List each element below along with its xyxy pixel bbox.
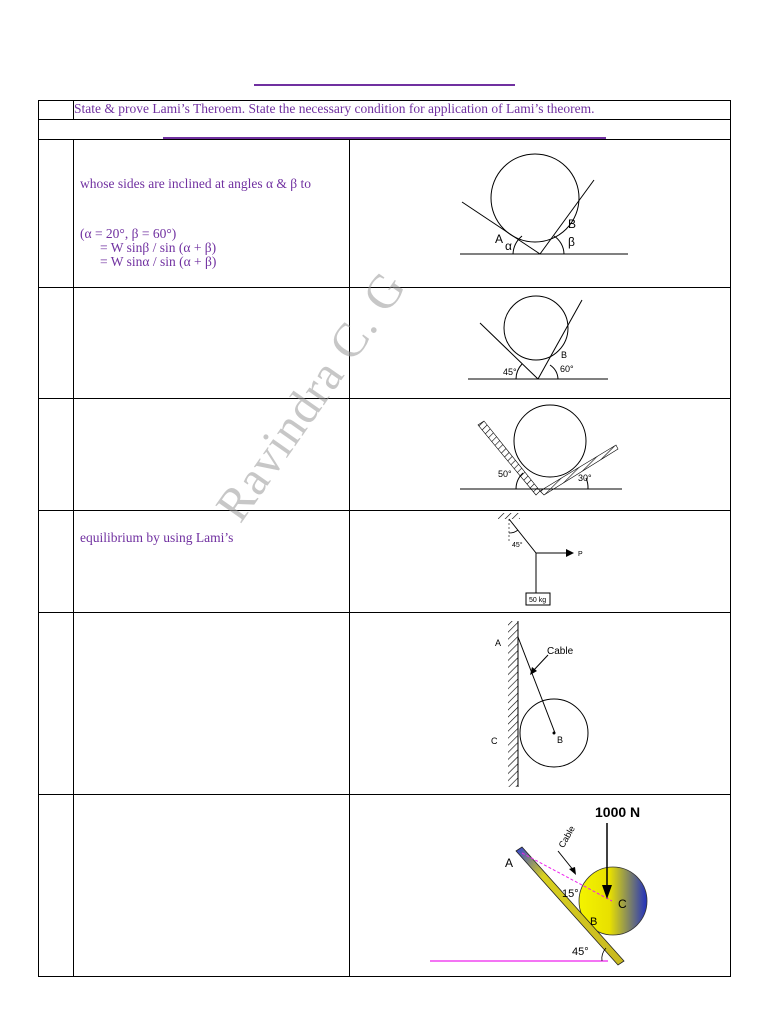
right-plane xyxy=(540,180,594,254)
sphere-on-wall-figure xyxy=(350,613,728,789)
angle-left-label: 45° xyxy=(503,367,517,377)
load-label: 1000 N xyxy=(595,804,641,820)
angle-arc xyxy=(509,530,518,533)
figure-cell xyxy=(350,511,731,613)
left-hatched-plane xyxy=(478,421,540,495)
cable-label: Cable xyxy=(547,646,574,657)
problem-row xyxy=(39,795,731,977)
sphere-45-60-figure xyxy=(350,288,728,393)
force-arrow xyxy=(566,549,574,557)
problem-line: equilibrium by using Lami’s xyxy=(80,530,234,545)
label-beta: β xyxy=(568,235,575,249)
label-p: P xyxy=(578,551,583,558)
angle-right-label: 30° xyxy=(578,473,592,483)
sphere-center xyxy=(553,732,556,735)
figure-cell xyxy=(350,288,731,399)
problem-line: (α = 20°, β = 60°) xyxy=(80,226,177,241)
right-angle-arc xyxy=(550,365,558,379)
label-alpha: α xyxy=(505,239,512,253)
label-b: B xyxy=(561,350,568,360)
figure-cell xyxy=(350,795,731,977)
figure-cell xyxy=(350,613,731,795)
separator-row xyxy=(39,120,731,140)
separator-cell xyxy=(39,120,731,140)
sphere-between-planes-figure xyxy=(350,140,728,282)
problem-row xyxy=(39,140,731,288)
sphere-50-30-figure xyxy=(350,399,728,505)
label-b: B xyxy=(568,217,577,231)
hanging-mass-figure xyxy=(350,511,728,607)
label-b: B xyxy=(557,735,564,745)
number-cell xyxy=(39,140,74,288)
number-cell xyxy=(39,511,74,613)
question-row xyxy=(39,101,731,120)
problem-line: whose sides are inclined at angles α & β to xyxy=(80,176,312,191)
cable-pointer xyxy=(558,851,574,871)
left-plane xyxy=(462,202,540,254)
label-a: A xyxy=(495,232,504,246)
figure-cell xyxy=(350,140,731,288)
question-table xyxy=(38,100,731,977)
label-b: B xyxy=(590,916,598,928)
problem-row xyxy=(39,511,731,613)
angle-floor-label: 45° xyxy=(572,946,589,958)
label-a: A xyxy=(505,856,514,870)
sphere xyxy=(504,296,568,360)
right-hatched-plane xyxy=(540,445,618,495)
cable-label: Cable xyxy=(556,824,577,850)
ceiling-support xyxy=(498,513,520,519)
angle-cable-label: 15° xyxy=(562,888,579,900)
problem-row xyxy=(39,613,731,795)
mass-label: 50 kg xyxy=(529,597,547,604)
cable-pointer-head xyxy=(569,867,576,875)
beta-arc xyxy=(554,236,564,254)
angle-left-label: 50° xyxy=(498,469,512,479)
number-cell xyxy=(39,613,74,795)
problem-text-cell xyxy=(74,140,350,288)
problem-line: = W sinβ / sin (α + β) xyxy=(100,240,217,255)
number-cell xyxy=(39,288,74,399)
angle-right-label: 60° xyxy=(560,364,574,374)
left-angle-arc xyxy=(516,364,522,379)
problem-text-cell xyxy=(74,288,350,399)
sphere xyxy=(491,154,579,242)
number-cell xyxy=(39,399,74,511)
wall-hatching xyxy=(508,621,518,787)
watermark: Ravindra C. G xyxy=(205,261,417,531)
header-rule xyxy=(254,84,515,86)
problem-text-cell xyxy=(74,795,350,977)
sphere-on-inclined-bar-figure xyxy=(350,795,728,971)
label-a: A xyxy=(495,638,502,648)
problem-line: = W sinα / sin (α + β) xyxy=(100,254,217,269)
angle-label: 45° xyxy=(512,542,523,549)
sphere xyxy=(514,405,586,477)
problem-row xyxy=(39,288,731,399)
cable-pointer xyxy=(533,655,548,671)
question-text: State & prove Lami’s Theroem. State the necessary condition for application of Lami’s theorem. xyxy=(74,101,731,120)
problem-text-cell xyxy=(74,511,350,613)
problem-text-cell xyxy=(74,613,350,795)
figure-cell xyxy=(350,399,731,511)
number-cell xyxy=(39,795,74,977)
label-c: C xyxy=(618,897,627,911)
problem-text-cell xyxy=(74,399,350,511)
number-cell xyxy=(39,101,74,120)
label-c: C xyxy=(491,736,498,746)
problem-row xyxy=(39,399,731,511)
